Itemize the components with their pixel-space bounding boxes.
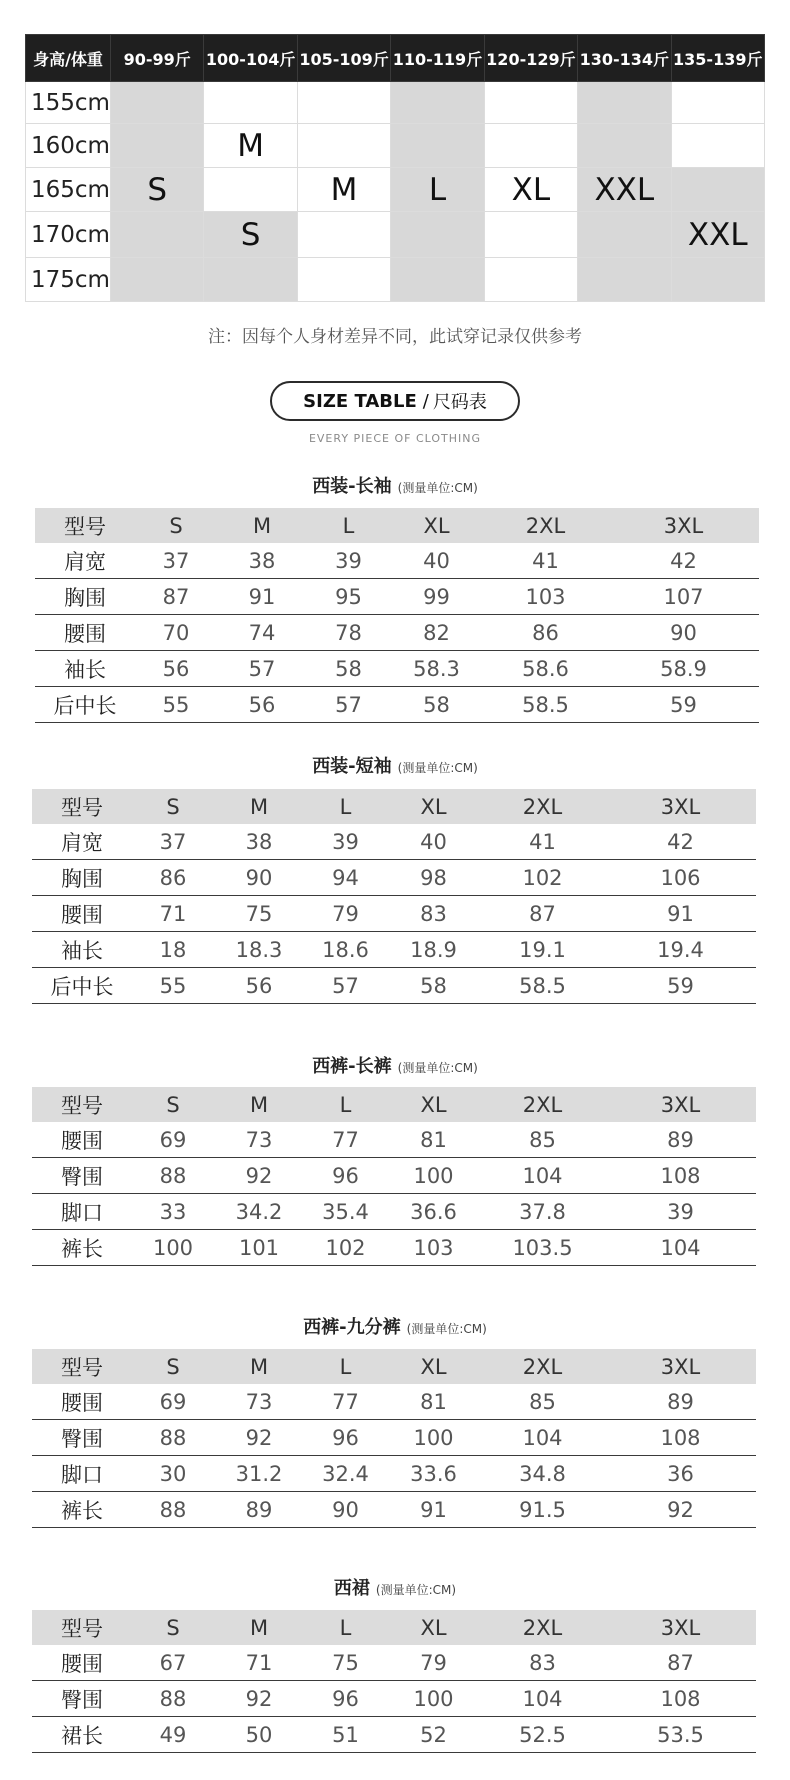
measurement-value: 19.1 [480,932,605,968]
fit-cell [671,168,764,212]
table-header-row [32,1349,756,1384]
measurement-value: 88 [132,1158,214,1194]
measurement-value: 99 [390,579,483,615]
measurement-value: 41 [483,543,608,579]
weight-col-7: 135-139斤 [671,35,764,82]
header-size: 2XL [480,1087,605,1122]
measurement-label: 袖长 [35,651,135,687]
fit-cell [297,258,390,302]
fit-cell [671,124,764,168]
weight-col-1: 90-99斤 [111,35,204,82]
measurement-value: 73 [214,1384,304,1420]
skirt-title [0,1574,790,1600]
table-row [32,1194,756,1230]
measurement-value: 67 [132,1645,214,1681]
fit-cell [484,258,577,302]
measurement-value: 79 [304,896,387,932]
measurement-value: 50 [214,1717,304,1753]
fit-cell [111,212,204,258]
measurement-value: 32.4 [304,1456,387,1492]
measurement-label: 肩宽 [35,543,135,579]
header-size: S [132,1610,214,1645]
measurement-value: 81 [387,1122,480,1158]
skirt-table [32,1610,756,1753]
fit-cell [484,124,577,168]
measurement-value: 90 [304,1492,387,1528]
measurement-label: 肩宽 [32,824,132,860]
size-table-heading-sep: / [422,390,429,412]
measurement-value: 55 [132,968,214,1004]
weight-col-2: 100-104斤 [204,35,297,82]
measurement-value: 71 [214,1645,304,1681]
measurement-label: 胸围 [32,860,132,896]
header-size: 2XL [480,789,605,824]
measurement-value: 42 [608,543,759,579]
measurement-label: 脚口 [32,1456,132,1492]
fit-cell [204,82,297,124]
measurement-value: 58.5 [483,687,608,723]
fit-row-155 [26,82,765,124]
fit-row-175 [26,258,765,302]
measurement-label: 臀围 [32,1681,132,1717]
fit-cell [578,82,671,124]
header-size: L [307,508,390,543]
weight-col-4: 110-119斤 [391,35,484,82]
measurement-label: 后中长 [32,968,132,1004]
fit-row-165 [26,168,765,212]
fit-cell [297,124,390,168]
measurement-value: 39 [304,824,387,860]
measurement-value: 92 [605,1492,756,1528]
header-size: L [304,789,387,824]
measurement-value: 40 [387,824,480,860]
header-model-label: 型号 [32,1349,132,1384]
measurement-value: 100 [387,1681,480,1717]
fit-cell: XXL [671,212,764,258]
measurement-value: 51 [304,1717,387,1753]
header-size: M [214,1349,304,1384]
header-size: M [214,1087,304,1122]
tagline: EVERY PIECE OF CLOTHING [308,432,482,445]
fit-cell: M [204,124,297,168]
header-model-label: 型号 [32,789,132,824]
fit-cell [671,258,764,302]
fit-cell: S [111,168,204,212]
height-label: 160cm [26,124,111,168]
measurement-value: 104 [480,1158,605,1194]
fit-cell [391,124,484,168]
measurement-label: 臀围 [32,1158,132,1194]
table-row [35,579,759,615]
measurement-label: 裤长 [32,1230,132,1266]
measurement-value: 108 [605,1158,756,1194]
table-row [32,1230,756,1266]
measurement-value: 88 [132,1420,214,1456]
measurement-value: 18.3 [214,932,304,968]
measurement-label: 腰围 [32,1645,132,1681]
height-label: 175cm [26,258,111,302]
header-size: XL [387,789,480,824]
height-label: 155cm [26,82,111,124]
measurement-label: 后中长 [35,687,135,723]
measurement-value: 103.5 [480,1230,605,1266]
measurement-value: 49 [132,1717,214,1753]
header-size: M [217,508,307,543]
measurement-label: 袖长 [32,932,132,968]
measurement-value: 53.5 [605,1717,756,1753]
measurement-value: 18.6 [304,932,387,968]
weight-col-3: 105-109斤 [297,35,390,82]
trousers-long-unit: (测量单位:CM) [397,1061,478,1075]
trousers-long-title [0,1052,790,1078]
table-header-row [35,508,759,543]
table-row [35,651,759,687]
suit-short-sleeve-unit: (测量单位:CM) [397,761,478,775]
fit-cell: XL [484,168,577,212]
measurement-value: 38 [214,824,304,860]
table-row [32,1492,756,1528]
table-row [35,543,759,579]
size-table-heading-en: SIZE TABLE [303,390,417,412]
header-size: 2XL [480,1610,605,1645]
measurement-value: 74 [217,615,307,651]
fit-grid-corner: 身高/体重 [26,35,111,82]
measurement-value: 108 [605,1420,756,1456]
fit-cell [111,258,204,302]
measurement-label: 腰围 [35,615,135,651]
measurement-value: 42 [605,824,756,860]
table-row [32,1717,756,1753]
measurement-value: 56 [217,687,307,723]
measurement-value: 70 [135,615,217,651]
fit-cell [204,258,297,302]
measurement-value: 18 [132,932,214,968]
measurement-value: 18.9 [387,932,480,968]
measurement-value: 56 [214,968,304,1004]
fit-cell [297,82,390,124]
header-size: 2XL [480,1349,605,1384]
measurement-value: 83 [387,896,480,932]
header-size: 2XL [483,508,608,543]
header-size: XL [390,508,483,543]
header-size: L [304,1087,387,1122]
table-row [32,932,756,968]
trousers-cropped-title [0,1313,790,1339]
fit-cell [111,124,204,168]
measurement-value: 58.3 [390,651,483,687]
measurement-value: 39 [307,543,390,579]
measurement-value: 96 [304,1681,387,1717]
header-size: XL [387,1610,480,1645]
measurement-value: 91.5 [480,1492,605,1528]
measurement-value: 73 [214,1122,304,1158]
header-size: 3XL [605,1349,756,1384]
measurement-value: 106 [605,860,756,896]
table-row [32,1122,756,1158]
measurement-value: 69 [132,1384,214,1420]
measurement-value: 89 [605,1384,756,1420]
measurement-value: 91 [217,579,307,615]
measurement-value: 31.2 [214,1456,304,1492]
trousers-cropped-title-text: 西裤-九分裤 [303,1317,401,1338]
measurement-value: 79 [387,1645,480,1681]
fit-note: 注：因每个人身材差异不同，此试穿记录仅供参考 [208,327,582,347]
header-size: S [135,508,217,543]
weight-col-6: 130-134斤 [578,35,671,82]
measurement-value: 100 [387,1158,480,1194]
header-size: XL [387,1087,480,1122]
fit-cell [578,124,671,168]
measurement-value: 100 [387,1420,480,1456]
suit-long-sleeve-unit: (测量单位:CM) [397,481,478,495]
measurement-value: 104 [480,1420,605,1456]
fit-cell [484,212,577,258]
measurement-value: 52 [387,1717,480,1753]
measurement-value: 57 [307,687,390,723]
skirt-unit: (测量单位:CM) [375,1583,457,1597]
measurement-value: 89 [605,1122,756,1158]
header-size: M [214,1610,304,1645]
skirt-title-text: 西裙 [333,1578,370,1599]
measurement-label: 胸围 [35,579,135,615]
trousers-cropped-table [32,1349,756,1528]
header-size: L [304,1610,387,1645]
measurement-value: 35.4 [304,1194,387,1230]
measurement-value: 37.8 [480,1194,605,1230]
header-model-label: 型号 [35,508,135,543]
table-header-row [32,1087,756,1122]
measurement-value: 87 [135,579,217,615]
measurement-value: 33 [132,1194,214,1230]
measurement-value: 40 [390,543,483,579]
measurement-value: 92 [214,1681,304,1717]
measurement-value: 37 [132,824,214,860]
measurement-value: 30 [132,1456,214,1492]
measurement-value: 104 [480,1681,605,1717]
table-row [32,968,756,1004]
measurement-value: 91 [387,1492,480,1528]
measurement-value: 38 [217,543,307,579]
header-size: 3XL [605,789,756,824]
height-label: 170cm [26,212,111,258]
measurement-value: 90 [608,615,759,651]
fit-cell [391,258,484,302]
weight-col-5: 120-129斤 [484,35,577,82]
table-row [35,687,759,723]
measurement-value: 83 [480,1645,605,1681]
table-row [32,1158,756,1194]
measurement-label: 腰围 [32,896,132,932]
measurement-label: 腰围 [32,1122,132,1158]
measurement-value: 33.6 [387,1456,480,1492]
table-row [32,860,756,896]
trousers-cropped-unit: (测量单位:CM) [406,1322,487,1336]
measurement-value: 58.6 [483,651,608,687]
measurement-value: 96 [304,1420,387,1456]
header-size: S [132,1087,214,1122]
fit-cell [297,212,390,258]
fit-grid-header [26,35,765,82]
measurement-value: 77 [304,1384,387,1420]
size-table-heading-zh: 尺码表 [432,392,487,413]
fit-cell: XXL [578,168,671,212]
measurement-value: 86 [132,860,214,896]
measurement-value: 90 [214,860,304,896]
measurement-value: 91 [605,896,756,932]
fit-row-160 [26,124,765,168]
measurement-value: 102 [304,1230,387,1266]
measurement-value: 77 [304,1122,387,1158]
fit-cell: S [204,212,297,258]
header-size: S [132,789,214,824]
measurement-value: 78 [307,615,390,651]
measurement-value: 58 [390,687,483,723]
measurement-value: 57 [217,651,307,687]
measurement-label: 脚口 [32,1194,132,1230]
fit-cell [671,82,764,124]
measurement-value: 39 [605,1194,756,1230]
measurement-value: 95 [307,579,390,615]
measurement-value: 69 [132,1122,214,1158]
measurement-value: 75 [214,896,304,932]
measurement-value: 37 [135,543,217,579]
table-row [32,824,756,860]
measurement-value: 88 [132,1492,214,1528]
measurement-value: 85 [480,1384,605,1420]
trousers-long-title-text: 西裤-长裤 [312,1056,392,1077]
header-size: 3XL [605,1610,756,1645]
header-size: S [132,1349,214,1384]
measurement-value: 88 [132,1681,214,1717]
measurement-label: 裙长 [32,1717,132,1753]
measurement-value: 86 [483,615,608,651]
measurement-value: 85 [480,1122,605,1158]
measurement-value: 34.8 [480,1456,605,1492]
header-size: 3XL [608,508,759,543]
suit-short-sleeve-title [0,752,790,778]
measurement-value: 108 [605,1681,756,1717]
table-header-row [32,1610,756,1645]
measurement-value: 75 [304,1645,387,1681]
table-row [32,896,756,932]
measurement-value: 92 [214,1420,304,1456]
fit-cell: M [297,168,390,212]
measurement-value: 59 [608,687,759,723]
measurement-value: 57 [304,968,387,1004]
measurement-value: 34.2 [214,1194,304,1230]
header-size: L [304,1349,387,1384]
fit-cell [578,212,671,258]
header-size: XL [387,1349,480,1384]
header-size: M [214,789,304,824]
measurement-value: 87 [605,1645,756,1681]
fit-grid [25,34,765,302]
header-model-label: 型号 [32,1087,132,1122]
suit-short-sleeve-title-text: 西装-短袖 [312,756,392,777]
trousers-long-table [32,1087,756,1266]
table-row [35,615,759,651]
measurement-value: 71 [132,896,214,932]
fit-cell [578,258,671,302]
table-row [32,1645,756,1681]
fit-cell [484,82,577,124]
measurement-value: 102 [480,860,605,896]
fit-cell [204,168,297,212]
measurement-value: 59 [605,968,756,1004]
table-row [32,1384,756,1420]
measurement-value: 58 [387,968,480,1004]
suit-long-sleeve-title-text: 西装-长袖 [312,476,392,497]
header-size: 3XL [605,1087,756,1122]
measurement-value: 104 [605,1230,756,1266]
measurement-value: 52.5 [480,1717,605,1753]
table-row [32,1456,756,1492]
measurement-label: 臀围 [32,1420,132,1456]
measurement-value: 96 [304,1158,387,1194]
measurement-value: 19.4 [605,932,756,968]
measurement-value: 41 [480,824,605,860]
fit-cell: L [391,168,484,212]
measurement-value: 101 [214,1230,304,1266]
measurement-value: 92 [214,1158,304,1194]
measurement-label: 裤长 [32,1492,132,1528]
measurement-value: 36 [605,1456,756,1492]
measurement-value: 103 [483,579,608,615]
measurement-value: 94 [304,860,387,896]
suit-short-sleeve-table [32,789,756,1004]
measurement-value: 58 [307,651,390,687]
measurement-value: 58.5 [480,968,605,1004]
measurement-value: 55 [135,687,217,723]
suit-long-sleeve-title [0,472,790,498]
table-row [32,1420,756,1456]
measurement-value: 87 [480,896,605,932]
size-table-heading [270,381,520,421]
measurement-value: 100 [132,1230,214,1266]
measurement-value: 98 [387,860,480,896]
header-model-label: 型号 [32,1610,132,1645]
table-header-row [32,789,756,824]
measurement-value: 89 [214,1492,304,1528]
fit-row-170 [26,212,765,258]
suit-long-sleeve-table [35,508,759,723]
measurement-value: 82 [390,615,483,651]
measurement-value: 103 [387,1230,480,1266]
table-row [32,1681,756,1717]
measurement-value: 36.6 [387,1194,480,1230]
fit-cell [391,212,484,258]
measurement-value: 58.9 [608,651,759,687]
height-label: 165cm [26,168,111,212]
measurement-value: 107 [608,579,759,615]
fit-cell [111,82,204,124]
measurement-label: 腰围 [32,1384,132,1420]
measurement-value: 81 [387,1384,480,1420]
measurement-value: 56 [135,651,217,687]
fit-cell [391,82,484,124]
